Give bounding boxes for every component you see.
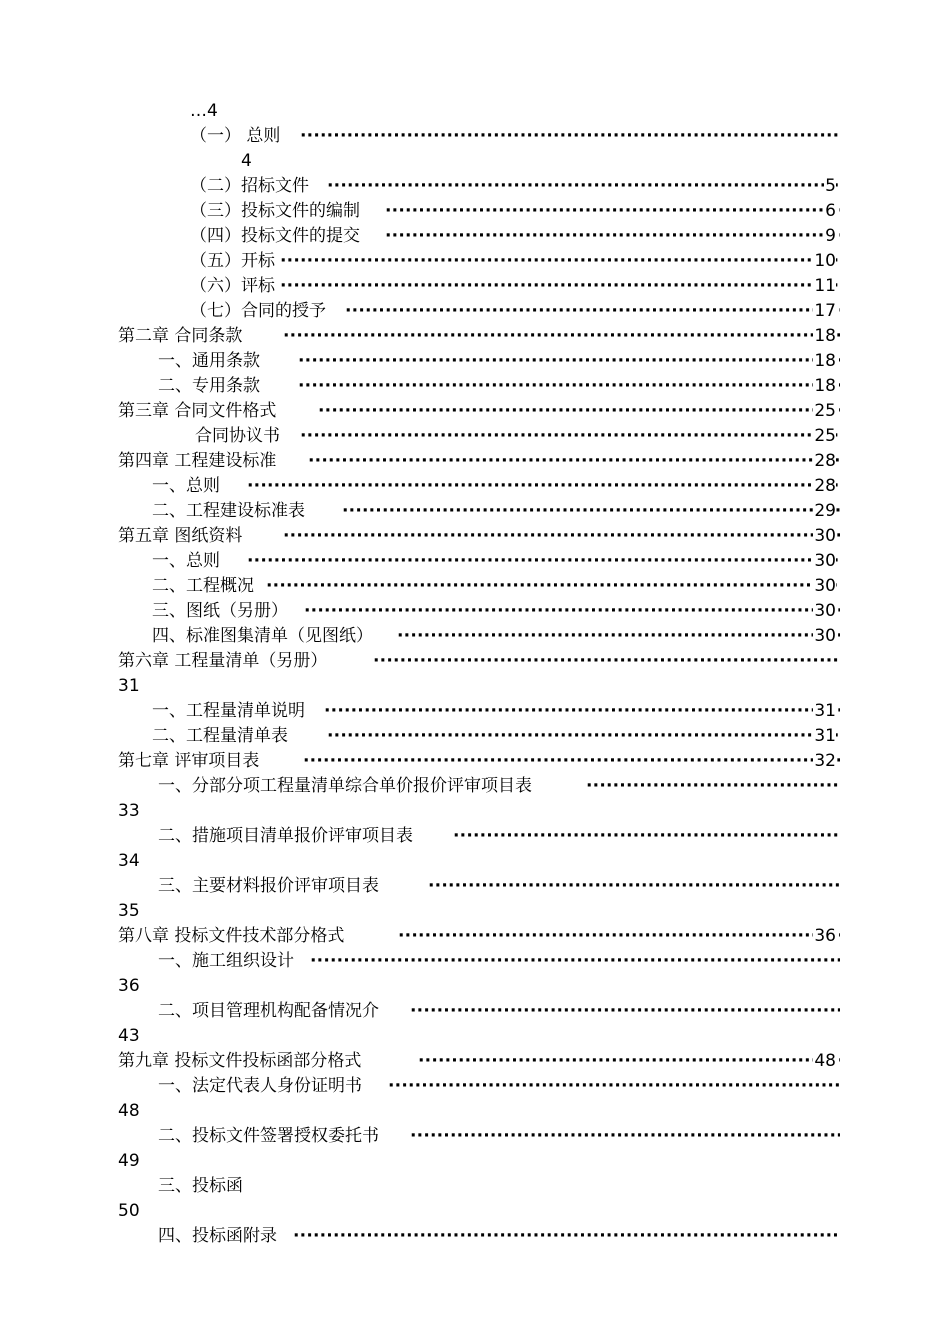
toc-entry-label: 一、总则 (152, 476, 220, 496)
toc-entry-label: 二、专用条款 (158, 376, 260, 396)
toc-entry-7-2[interactable] (158, 824, 840, 848)
toc-entry-page: 50 (118, 1201, 140, 1221)
toc-entry-4-1[interactable] (152, 474, 840, 498)
toc-entry-page: 48 (814, 1051, 836, 1071)
toc-chapter-8[interactable] (118, 924, 840, 948)
toc-entry-label: 第六章 工程量清单（另册） (118, 651, 328, 671)
toc-chapter-3[interactable] (118, 399, 840, 423)
toc-entry-page: 30 (814, 576, 836, 596)
toc-entry-label: 合同协议书 (195, 426, 280, 446)
toc-entry-label: 第五章 图纸资料 (118, 526, 243, 546)
toc-entry-label: 第八章 投标文件技术部分格式 (118, 926, 345, 946)
toc-entry-page: 30 (814, 601, 836, 621)
toc-entry-label: 二、项目管理机构配备情况介 (158, 1001, 379, 1021)
toc-entry-label: 四、标准图集清单（见图纸） (152, 626, 373, 646)
toc-entry-1-1[interactable] (190, 124, 840, 148)
toc-entry-page: 48 (118, 1101, 140, 1121)
toc-entry-4-2[interactable] (152, 499, 840, 523)
toc-entry-label: 二、工程建设标准表 (152, 501, 305, 521)
toc-entry-8-2[interactable] (158, 999, 840, 1023)
toc-entry-label: 二、措施项目清单报价评审项目表 (158, 826, 413, 846)
toc-entry-9-4[interactable] (158, 1224, 840, 1248)
toc-entry-page: 18 (814, 326, 836, 346)
toc-chapter-9[interactable] (118, 1049, 840, 1073)
toc-entry-9-1[interactable] (158, 1074, 840, 1098)
toc-entry-1-3[interactable] (190, 199, 840, 223)
toc-entry-5-1[interactable] (152, 549, 840, 573)
toc-entry-page: 43 (118, 1026, 140, 1046)
toc-entry-label: 第三章 合同文件格式 (118, 401, 277, 421)
toc-entry-page: 31 (118, 676, 140, 696)
toc-entry-page: 6 (825, 201, 836, 221)
toc-entry-page: 18 (814, 376, 836, 396)
toc-entry-page: 31 (814, 701, 836, 721)
toc-entry-2-2[interactable] (158, 374, 840, 398)
toc-entry-9-3[interactable] (158, 1174, 840, 1198)
toc-entry-page: 30 (814, 526, 836, 546)
toc-entry-page: 28 (814, 451, 836, 471)
toc-entry-label: 一、分部分项工程量清单综合单价报价评审项目表 (158, 776, 532, 796)
toc-entry-label: 三、投标函 (158, 1176, 243, 1196)
toc-entry-label: 三、图纸（另册） (152, 601, 288, 621)
toc-entry-label: 第七章 评审项目表 (118, 751, 260, 771)
toc-entry-label: 二、工程概况 (152, 576, 254, 596)
toc-entry-label: （七）合同的授予 (190, 301, 326, 321)
toc-chapter-2[interactable] (118, 324, 840, 348)
toc-chapter-4[interactable] (118, 449, 840, 473)
toc-entry-6-2[interactable] (152, 724, 840, 748)
toc-chapter-5[interactable] (118, 524, 840, 548)
toc-entry-page: 4 (241, 151, 252, 171)
toc-entry-1-7[interactable] (190, 299, 840, 323)
toc-entry-page: 49 (118, 1151, 140, 1171)
toc-entry-1-2[interactable] (190, 174, 840, 198)
toc-entry-label: 一、总则 (152, 551, 220, 571)
toc-entry-label: 四、投标函附录 (158, 1226, 277, 1246)
toc-entry-page: 35 (118, 901, 140, 921)
toc-entry-label: 第四章 工程建设标准 (118, 451, 277, 471)
toc-entry-7-3[interactable] (158, 874, 840, 898)
toc-entry-9-2[interactable] (158, 1124, 840, 1148)
toc-entry-label: （三）投标文件的编制 (190, 201, 360, 221)
toc-chapter-6[interactable] (118, 649, 840, 673)
toc-entry-1-5[interactable] (190, 249, 840, 273)
toc-entry-label: 第二章 合同条款 (118, 326, 243, 346)
toc-entry-3-1[interactable] (195, 424, 840, 448)
toc-entry-label: （二）招标文件 (190, 176, 309, 196)
toc-entry-page: 11 (814, 276, 836, 296)
toc-entry-5-3[interactable] (152, 599, 840, 623)
toc-entry-page: 36 (118, 976, 140, 996)
toc-entry-page: 33 (118, 801, 140, 821)
toc-entry-page: 31 (814, 726, 836, 746)
toc-entry-label: 第九章 投标文件投标函部分格式 (118, 1051, 362, 1071)
toc-entry-label: 一、通用条款 (158, 351, 260, 371)
toc-entry-7-1[interactable] (158, 774, 840, 798)
toc-entry-page: 29 (814, 501, 836, 521)
toc-entry-label: 一、工程量清单说明 (152, 701, 305, 721)
toc-entry-page: 30 (814, 626, 836, 646)
toc-entry-label: 二、工程量清单表 (152, 726, 288, 746)
toc-entry-5-4[interactable] (152, 624, 840, 648)
toc-entry-5-2[interactable] (152, 574, 840, 598)
toc-entry-1-4[interactable] (190, 224, 840, 248)
toc-entry-page: 32 (814, 751, 836, 771)
toc-entry-page: 5 (825, 176, 836, 196)
toc-entry-page: 28 (814, 476, 836, 496)
toc-entry-label: 一、法定代表人身份证明书 (158, 1076, 362, 1096)
toc-entry-label: 二、投标文件签署授权委托书 (158, 1126, 379, 1146)
toc-entry-page: 10 (814, 251, 836, 271)
toc-entry-label: （五）开标 (190, 251, 275, 271)
toc-entry-8-1[interactable] (158, 949, 840, 973)
toc-entry-page: 36 (814, 926, 836, 946)
toc-entry-label: 一、施工组织设计 (158, 951, 294, 971)
toc-entry-page: 25 (814, 426, 836, 446)
toc-entry-page: 17 (814, 301, 836, 321)
toc-entry-page: 25 (814, 401, 836, 421)
toc-entry-page: 9 (825, 226, 836, 246)
toc-entry-page: 30 (814, 551, 836, 571)
toc-entry-label: （四）投标文件的提交 (190, 226, 360, 246)
toc-entry-6-1[interactable] (152, 699, 840, 723)
toc-entry-page: 34 (118, 851, 140, 871)
toc-continuation: …4 (190, 101, 218, 121)
toc-entry-1-6[interactable] (190, 274, 840, 298)
toc-entry-label: 三、主要材料报价评审项目表 (158, 876, 379, 896)
toc-entry-page: 18 (814, 351, 836, 371)
toc-entry-label: （六）评标 (190, 276, 275, 296)
toc-chapter-7[interactable] (118, 749, 840, 773)
toc-entry-2-1[interactable] (158, 349, 840, 373)
toc-entry-label: （一） 总则 (190, 126, 281, 146)
